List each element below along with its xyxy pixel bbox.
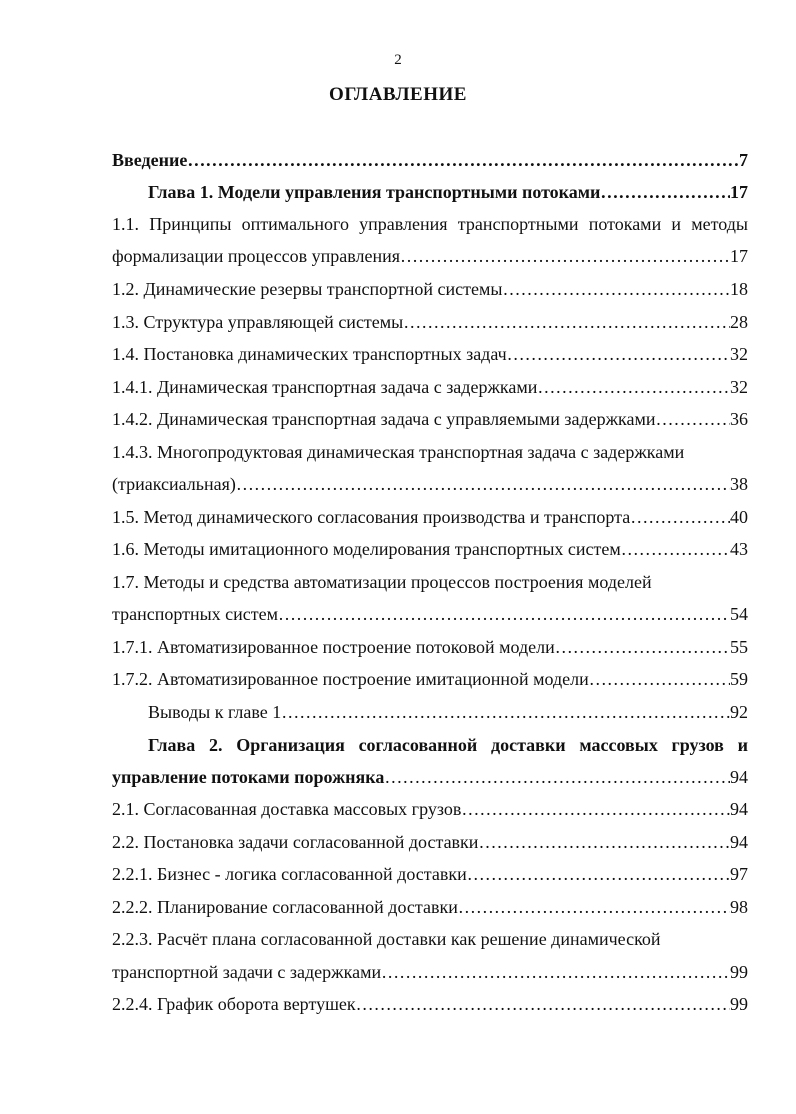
toc-entry[interactable] — [112, 991, 748, 1017]
toc-entry[interactable] — [112, 569, 748, 595]
toc-entry[interactable] — [112, 309, 748, 335]
toc-leader — [187, 147, 739, 173]
toc-entry[interactable] — [112, 276, 748, 302]
toc-entry-page: 59 — [730, 669, 748, 689]
toc-entry[interactable] — [148, 179, 748, 205]
toc-entry-text: 1.1. Принципы оптимального управления транспортными потоками и методы — [112, 214, 748, 234]
toc-entry-text: 1.4.2. Динамическая транспортная задача с управляемыми задержками — [112, 409, 656, 429]
toc-leader — [381, 959, 730, 985]
toc-entry-page: 28 — [730, 312, 748, 332]
toc-entry[interactable] — [112, 829, 748, 855]
toc-entry[interactable] — [112, 601, 748, 627]
toc-entry[interactable] — [112, 147, 748, 173]
toc-entry-text: 1.5. Метод динамического согласования производства и транспорта — [112, 507, 631, 527]
toc-entry[interactable] — [148, 699, 748, 725]
toc-entry-text: 2.1. Согласованная доставка массовых грузов — [112, 799, 462, 819]
toc-entry[interactable] — [112, 439, 748, 465]
toc-entry[interactable] — [112, 536, 748, 562]
toc-entry-page: 54 — [730, 604, 748, 624]
toc-entry-text: 1.7.2. Автоматизированное построение имитационной модели — [112, 669, 589, 689]
toc-entry-text: (триаксиальная) — [112, 474, 236, 494]
toc-entry-text: Введение — [112, 150, 188, 170]
toc-entry-text: 1.7.1. Автоматизированное построение потоковой модели — [112, 637, 555, 657]
toc-entry-text: 2.2.4. График оборота вертушек — [112, 994, 356, 1014]
toc-entry[interactable] — [112, 764, 748, 790]
toc-entry-page: 43 — [730, 539, 748, 559]
toc-entry-page: 18 — [730, 279, 748, 299]
toc-entry[interactable] — [112, 796, 748, 822]
toc-entry[interactable] — [112, 634, 748, 660]
toc-entry[interactable] — [112, 341, 748, 367]
toc-leader — [555, 634, 730, 660]
toc-entry-text: 1.4.1. Динамическая транспортная задача с задержками — [112, 377, 538, 397]
toc-leader — [278, 601, 730, 627]
toc-leader — [458, 894, 730, 920]
toc-entry-text: 1.2. Динамические резервы транспортной системы — [112, 279, 503, 299]
toc-entry-text: транспортных систем — [112, 604, 279, 624]
toc-entry[interactable] — [112, 861, 748, 887]
toc-entry-page: 55 — [730, 637, 748, 657]
toc-entry[interactable] — [112, 894, 748, 920]
toc-leader — [589, 666, 730, 692]
toc-entry-page: 32 — [730, 344, 748, 364]
toc-entry-text: Выводы к главе 1 — [148, 702, 282, 722]
toc-entry-text: 1.3. Структура управляющей системы — [112, 312, 404, 332]
toc-leader — [403, 309, 730, 335]
page-title: ОГЛАВЛЕНИЕ — [329, 84, 467, 105]
toc-entry-page: 99 — [730, 994, 748, 1014]
toc-entry[interactable] — [112, 374, 748, 400]
toc-leader — [600, 179, 730, 205]
toc-entry-page: 40 — [730, 507, 748, 527]
toc-leader — [621, 536, 730, 562]
toc-entry-page: 17 — [730, 182, 748, 202]
page-number: 2 — [394, 52, 402, 68]
toc-entry-text: 2.2.1. Бизнес - логика согласованной доставки — [112, 864, 467, 884]
toc-entry-page: 97 — [730, 864, 748, 884]
toc-leader — [461, 796, 730, 822]
toc-entry-page: 7 — [739, 150, 748, 170]
toc-entry-page: 92 — [730, 702, 748, 722]
toc-leader — [507, 341, 730, 367]
toc-leader — [502, 276, 730, 302]
toc-entry-page: 17 — [730, 246, 748, 266]
toc-entry[interactable] — [112, 926, 748, 952]
toc-entry[interactable] — [148, 732, 748, 758]
toc-entry-text: 1.7. Методы и средства автоматизации процессов построения моделей — [112, 572, 652, 592]
toc-entry-page: 38 — [730, 474, 748, 494]
toc-entry-text: транспортной задачи с задержками — [112, 962, 382, 982]
toc-entry[interactable] — [112, 959, 748, 985]
toc-leader — [537, 374, 730, 400]
toc-entry-text: 2.2. Постановка задачи согласованной доставки — [112, 832, 479, 852]
toc-leader — [236, 471, 730, 497]
toc-entry-text: Глава 2. Организация согласованной доставки массовых грузов и — [148, 735, 748, 755]
toc-leader — [467, 861, 730, 887]
toc-entry-text: 1.4. Постановка динамических транспортных задач — [112, 344, 507, 364]
toc-entry-page: 99 — [730, 962, 748, 982]
toc-entry[interactable] — [112, 211, 748, 237]
toc-entry[interactable] — [112, 504, 748, 530]
toc-entry-text: 1.6. Методы имитационного моделирования транспортных систем — [112, 539, 621, 559]
toc-entry-page: 36 — [730, 409, 748, 429]
toc-entry-page: 94 — [730, 799, 748, 819]
toc-entry[interactable] — [112, 666, 748, 692]
toc-entry-text: формализации процессов управления — [112, 246, 400, 266]
toc-leader — [356, 991, 730, 1017]
toc-leader — [478, 829, 730, 855]
toc-entry-page: 94 — [730, 767, 748, 787]
toc-entry[interactable] — [112, 406, 748, 432]
toc-leader — [384, 764, 730, 790]
toc-entry-text: 1.4.3. Многопродуктовая динамическая транспортная задача с задержками — [112, 442, 685, 462]
toc-entry-page: 98 — [730, 897, 748, 917]
toc-entry-page: 32 — [730, 377, 748, 397]
toc-entry-text: управление потоками порожняка — [112, 767, 385, 787]
toc-entry-page: 94 — [730, 832, 748, 852]
toc-leader — [281, 699, 730, 725]
toc-entry-text: Глава 1. Модели управления транспортными потоками — [148, 182, 601, 202]
toc-leader — [400, 243, 730, 269]
toc-entry[interactable] — [112, 471, 748, 497]
toc-entry-text: 2.2.2. Планирование согласованной доставки — [112, 897, 458, 917]
toc-entry[interactable] — [112, 243, 748, 269]
toc-leader — [630, 504, 730, 530]
toc-leader — [656, 406, 730, 432]
toc-entry-text: 2.2.3. Расчёт плана согласованной доставки как решение динамической — [112, 929, 661, 949]
